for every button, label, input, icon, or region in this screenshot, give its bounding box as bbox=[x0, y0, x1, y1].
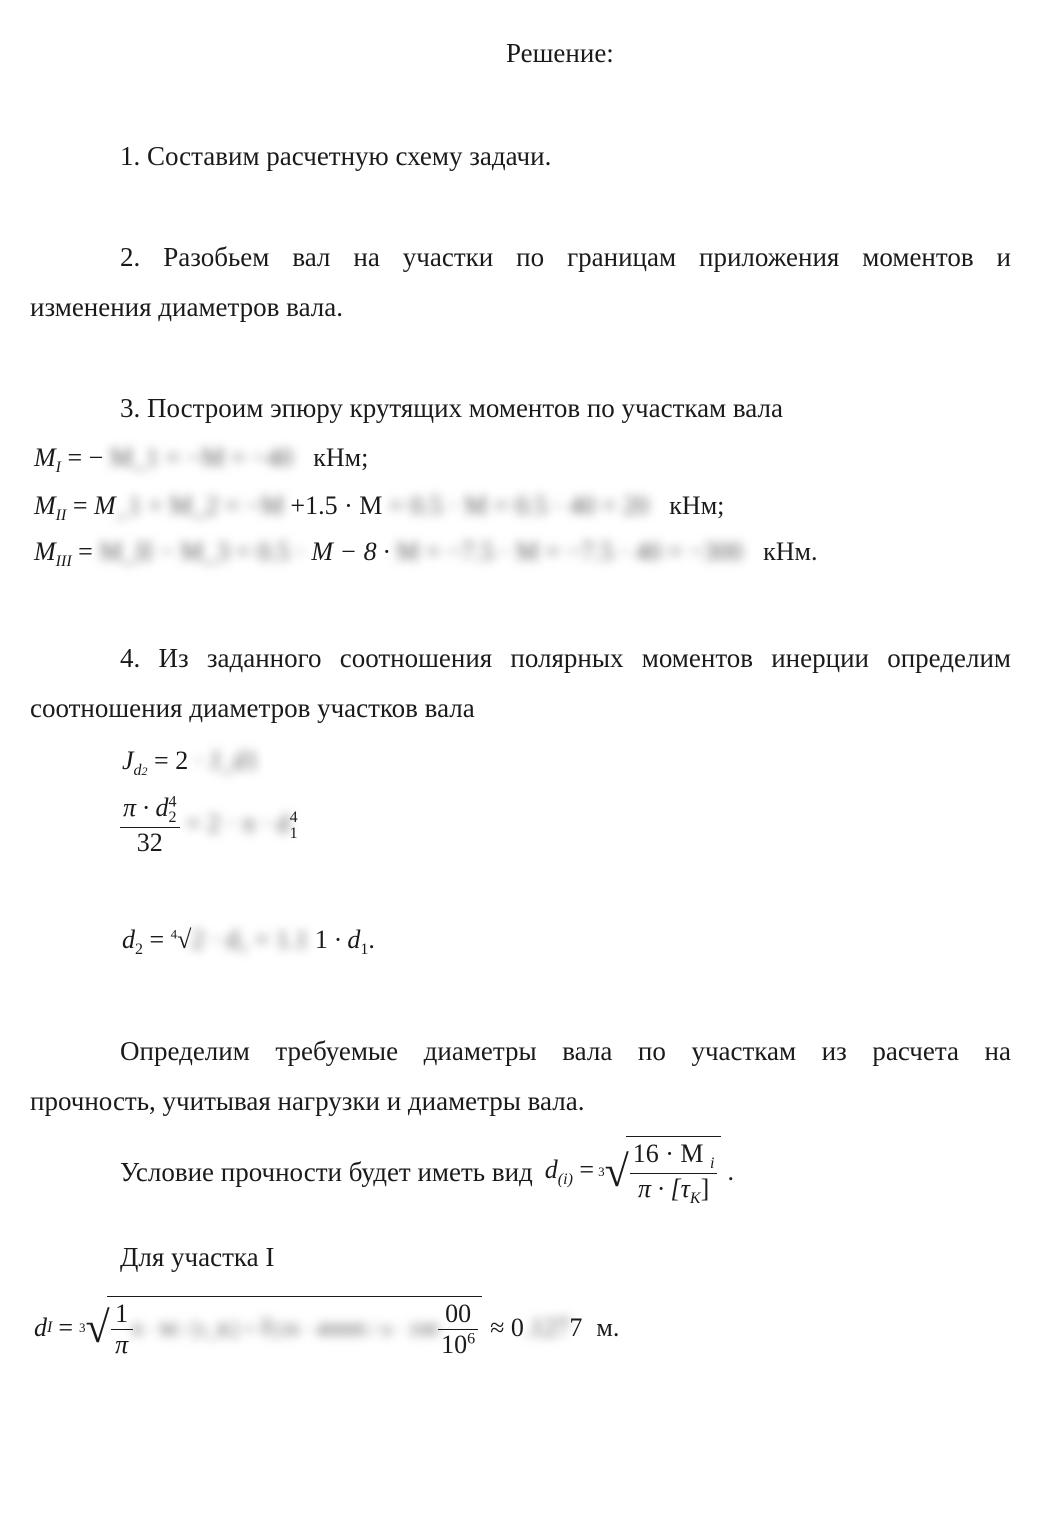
equation-moment-3: $M_{III}$ = M_II − M_3 = 0.5 · M − 8 · M = −7.5 · M = −7.5 · 40 = −300 кНм. bbox=[34, 537, 818, 571]
equation-inertia-ratio: $J_{d2} = 2$ · J_d1 bbox=[122, 746, 259, 780]
equation-inertia-fraction: $\frac{\pi \cdot d^4_2}{32}$ = $2 \cdot \pi \cdot d^4_1$ bbox=[120, 793, 298, 858]
page-title: Решение: bbox=[506, 38, 614, 68]
equation-moment-1: $M_I$ = − M_1 = −M = −40 кНм; bbox=[34, 443, 369, 477]
define-line-1: Определим требуемые диаметры вала по участкам из расчета на bbox=[120, 1036, 1011, 1066]
step-4-line-1: 4. Из заданного соотношения полярных моментов инерции определим bbox=[120, 643, 1011, 673]
section-1-equation: d I = 3 √ $\frac{1}{\pi}$ 6 · M / [τ_K] = ∛(16 · 40000 / π · 100 $\frac{00}{10^6}$ ≈ 0 .127 7 м. bbox=[34, 1296, 619, 1360]
step-2-line-2: изменения диаметров вала. bbox=[30, 292, 343, 322]
step-3-text: 3. Построим эпюру крутящих моментов по участкам вала bbox=[120, 393, 783, 423]
step-2-line-1: 2. Разобьем вал на участки по границам приложения моментов и bbox=[120, 242, 1011, 272]
step-4-line-2: соотношения диаметров участков вала bbox=[30, 693, 475, 723]
step-1-text: 1. Составим расчетную схему задачи. bbox=[120, 141, 552, 171]
define-line-2: прочность, учитывая нагрузки и диаметры вала. bbox=[30, 1086, 585, 1116]
section-1-label: Для участка I bbox=[120, 1242, 275, 1272]
equation-diameter-ratio: $d_2 = ^4√2 \cdot d_1 = 1.1$ $1 \cdot d_1$. bbox=[122, 925, 375, 959]
equation-moment-2: $M_{II}$ = M_1 + M_2 = −M +1.5 · M = 0.5 · M = 0.5 · 40 = 20 кНм; bbox=[34, 491, 725, 525]
strength-condition: Условие прочности будет иметь вид $d_{(i)}$ = 3 √ $\frac{16 \cdot M _i}{\pi \cdot [\tau_K]}$ . bbox=[120, 1136, 734, 1208]
